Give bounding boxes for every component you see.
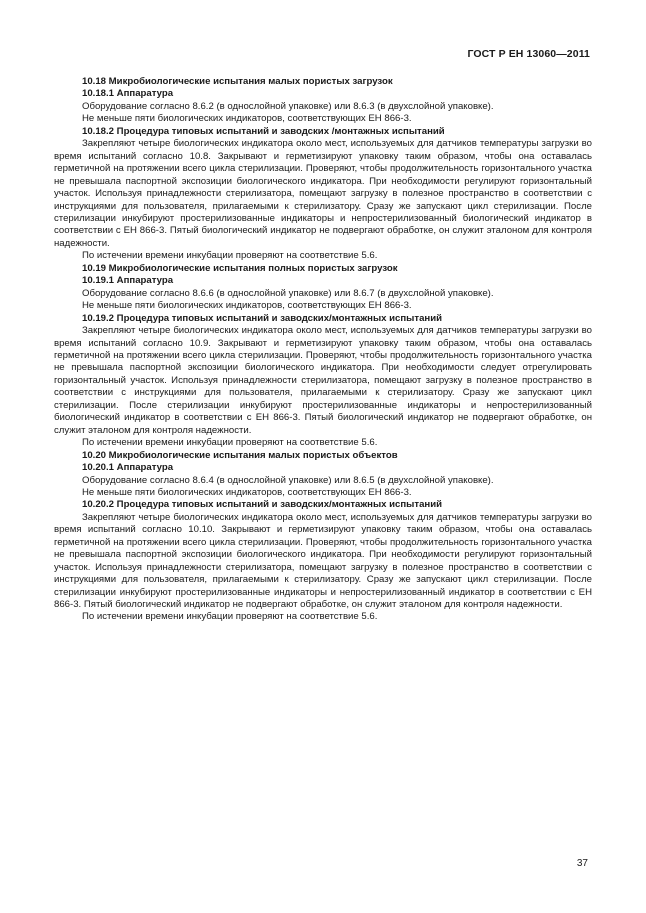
paragraph: Не меньше пяти биологических индикаторов, соответствующих ЕН 866-3. <box>82 113 412 125</box>
section-title: 10.20 Микробиологические испытания малых пористых объектов <box>82 449 398 461</box>
document-body <box>54 76 592 624</box>
page-number: 37 <box>576 858 588 869</box>
paragraph: Оборудование согласно 8.6.6 (в однослойной упаковке) или 8.6.7 (в двухслойной упаковке). <box>82 287 494 299</box>
paragraph: По истечении времени инкубации проверяют на соответствие 5.6. <box>82 437 378 449</box>
section-10-20 <box>54 450 592 624</box>
section-10-18 <box>54 76 592 263</box>
paragraph: Закрепляют четыре биологических индикатора около мест, используемых для датчиков температуры загрузки во время испытаний согласно 10.8. Закрывают и герметизируют упаковку таким образом, чтобы она оставалась герметичной на протяжении всего цикла стерилизации. Проверяют, чтобы продолжительность горизонтального участка не превышала паспортной экспозиции биологического индикатора. При необходимости регулируют горизонтальный участок. Используя принадлежности стерилизатора, помещают загрузку в полезное пространство в соответствии с инструкциями для пользователя, прилагаемыми к стерилизатору. Сразу же запускают цикл стерилизации. После стерилизации инкубируют простерилизованные индикаторы и непростерилизованный биологический индикатор в соответствии с ЕН 866-3. Пятый биологический индикатор не подвергают обработке, он служит эталоном для контроля надежности. <box>54 138 592 249</box>
section-10-19 <box>54 263 592 450</box>
paragraph: Не меньше пяти биологических индикаторов, соответствующих ЕН 866-3. <box>82 486 412 498</box>
document-header: ГОСТ Р ЕН 13060—2011 <box>467 48 590 60</box>
subsection-title: 10.18.1 Аппаратура <box>82 88 174 100</box>
paragraph: Оборудование согласно 8.6.2 (в однослойной упаковке) или 8.6.3 (в двухслойной упаковке). <box>82 100 494 112</box>
subsection-title: 10.19.1 Аппаратура <box>82 275 174 287</box>
paragraph: По истечении времени инкубации проверяют на соответствие 5.6. <box>82 611 378 623</box>
paragraph: Оборудование согласно 8.6.4 (в однослойной упаковке) или 8.6.5 (в двухслойной упаковке). <box>82 474 494 486</box>
subsection-title: 10.20.1 Аппаратура <box>82 462 174 474</box>
section-title: 10.18 Микробиологические испытания малых пористых загрузок <box>82 76 393 87</box>
paragraph: По истечении времени инкубации проверяют на соответствие 5.6. <box>82 250 378 262</box>
paragraph: Закрепляют четыре биологических индикатора около мест, используемых для датчиков температуры загрузки во время испытаний согласно 10.10. Закрывают и герметизируют упаковку таким образом, чтобы она оставалась герметичной на протяжении всего цикла стерилизации. Проверяют, чтобы продолжительность горизонтального участка не превышала паспортной экспозиции биологического индикатора. При необходимости регулируют горизонтальный участок. Используя принадлежности стерилизатора, помещают загрузку в полезное пространство в соответствии с инструкциями для пользователя, прилагаемыми к стерилизатору. Сразу же запускают цикл стерилизации. После стерилизации инкубируют простерилизованные индикаторы и непростерилизованный индикатор в соответствии с ЕН 866-3. Пятый биологический индикатор не подвергают обработке, он служит эталоном для контроля надежности. <box>54 511 592 611</box>
subsection-title: 10.18.2 Процедура типовых испытаний и заводских /монтажных испытаний <box>82 125 445 137</box>
paragraph: Закрепляют четыре биологических индикатора около мест, используемых для датчиков температуры загрузки во время испытаний согласно 10.9. Закрывают и герметизируют упаковку таким образом, чтобы она оставалась герметичной на протяжении всего цикла стерилизации. Проверяют, чтобы продолжительность горизонтального участка не превышала паспортной экспозиции биологического индикатора. При необходимости следует отрегулировать горизонтальный участок. Используя принадлежности стерилизатора, помещают загрузку в полезное пространство в соответствии с инструкциями для пользователя, прилагаемыми к стерилизатору. Сразу же запускают цикл стерилизации. После стерилизации инкубируют простерилизованные индикаторы и непростерилизованный биологический индикатор в соответствии с ЕН 866-3. Пятый биологический индикатор не подвергают обработке, он служит эталоном для контроля надежности. <box>54 325 592 436</box>
subsection-title: 10.19.2 Процедура типовых испытаний и заводских/монтажных испытаний <box>82 312 442 324</box>
paragraph: Не меньше пяти биологических индикаторов, соответствующих ЕН 866-3. <box>82 300 412 312</box>
subsection-title: 10.20.2 Процедура типовых испытаний и заводских/монтажных испытаний <box>82 499 442 511</box>
section-title: 10.19 Микробиологические испытания полных пористых загрузок <box>82 262 398 274</box>
